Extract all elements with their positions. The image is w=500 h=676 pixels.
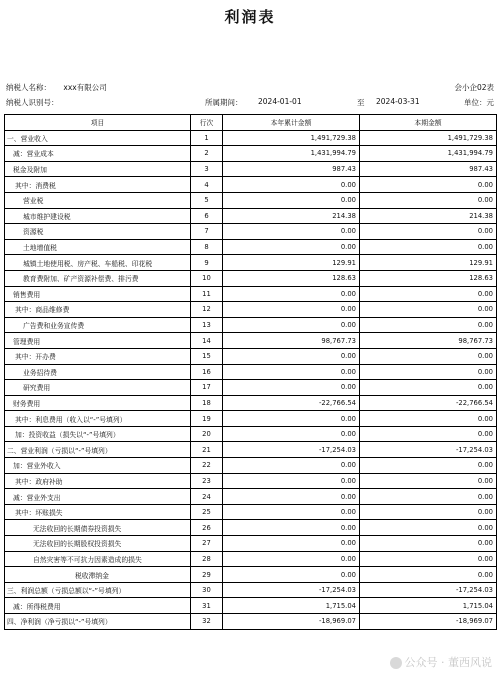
table-row bbox=[5, 536, 497, 552]
row-line-number: 26 bbox=[191, 520, 223, 536]
row-item-label: 三、利润总额（亏损总额以“-”号填列） bbox=[5, 582, 191, 598]
table-row bbox=[5, 177, 497, 193]
row-item-label: 无法收回的长期股权投资损失 bbox=[5, 536, 191, 552]
row-line-number: 28 bbox=[191, 551, 223, 567]
row-ytd-amount: 0.00 bbox=[223, 458, 360, 474]
row-period-amount: 129.91 bbox=[360, 255, 497, 271]
row-line-number: 7 bbox=[191, 224, 223, 240]
row-period-amount: 0.00 bbox=[360, 489, 497, 505]
table-row bbox=[5, 224, 497, 240]
row-period-amount: 0.00 bbox=[360, 458, 497, 474]
row-line-number: 32 bbox=[191, 614, 223, 630]
table-row bbox=[5, 395, 497, 411]
row-line-number: 17 bbox=[191, 380, 223, 396]
row-item-label: 教育费附加、矿产资源补偿费、排污费 bbox=[5, 270, 191, 286]
table-row bbox=[5, 504, 497, 520]
table-row bbox=[5, 489, 497, 505]
row-item-label: 税金及附加 bbox=[5, 161, 191, 177]
row-line-number: 13 bbox=[191, 317, 223, 333]
row-ytd-amount: 0.00 bbox=[223, 520, 360, 536]
col-header-line: 行次 bbox=[191, 115, 223, 131]
row-ytd-amount: 0.00 bbox=[223, 489, 360, 505]
row-line-number: 8 bbox=[191, 239, 223, 255]
row-line-number: 25 bbox=[191, 504, 223, 520]
row-line-number: 2 bbox=[191, 146, 223, 162]
row-ytd-amount: 1,431,994.79 bbox=[223, 146, 360, 162]
table-row bbox=[5, 551, 497, 567]
row-period-amount: 0.00 bbox=[360, 286, 497, 302]
row-period-amount: 0.00 bbox=[360, 551, 497, 567]
row-period-amount: 0.00 bbox=[360, 426, 497, 442]
table-row bbox=[5, 582, 497, 598]
row-item-label: 资源税 bbox=[5, 224, 191, 240]
row-ytd-amount: 1,715.04 bbox=[223, 598, 360, 614]
table-row bbox=[5, 380, 497, 396]
row-line-number: 31 bbox=[191, 598, 223, 614]
table-row bbox=[5, 302, 497, 318]
wechat-icon bbox=[390, 657, 402, 669]
table-row bbox=[5, 255, 497, 271]
row-item-label: 其中：坏账损失 bbox=[5, 504, 191, 520]
row-period-amount: 0.00 bbox=[360, 504, 497, 520]
table-row bbox=[5, 270, 497, 286]
row-item-label: 减：营业外支出 bbox=[5, 489, 191, 505]
row-line-number: 27 bbox=[191, 536, 223, 552]
row-period-amount: 0.00 bbox=[360, 473, 497, 489]
row-item-label: 四、净利润（净亏损以“-”号填列） bbox=[5, 614, 191, 630]
col-header-ytd: 本年累计金额 bbox=[223, 115, 360, 131]
row-period-amount: 0.00 bbox=[360, 348, 497, 364]
row-item-label: 业务招待费 bbox=[5, 364, 191, 380]
row-line-number: 12 bbox=[191, 302, 223, 318]
row-line-number: 19 bbox=[191, 411, 223, 427]
row-line-number: 23 bbox=[191, 473, 223, 489]
row-item-label: 减：所得税费用 bbox=[5, 598, 191, 614]
row-item-label: 营业税 bbox=[5, 192, 191, 208]
table-row bbox=[5, 146, 497, 162]
row-ytd-amount: 987.43 bbox=[223, 161, 360, 177]
row-item-label: 加：投资收益（损失以“-”号填列） bbox=[5, 426, 191, 442]
row-period-amount: 0.00 bbox=[360, 302, 497, 318]
table-row bbox=[5, 567, 497, 583]
row-line-number: 29 bbox=[191, 567, 223, 583]
row-period-amount: -17,254.03 bbox=[360, 442, 497, 458]
row-line-number: 24 bbox=[191, 489, 223, 505]
row-ytd-amount: 0.00 bbox=[223, 380, 360, 396]
table-row bbox=[5, 442, 497, 458]
table-row bbox=[5, 458, 497, 474]
report-title: 利润表 bbox=[224, 8, 276, 26]
period-end: 2024-03-31 bbox=[376, 97, 420, 106]
table-row bbox=[5, 426, 497, 442]
table-row bbox=[5, 364, 497, 380]
period-to: 至 bbox=[357, 98, 365, 107]
row-ytd-amount: 128.63 bbox=[223, 270, 360, 286]
row-item-label: 管理费用 bbox=[5, 333, 191, 349]
period-start: 2024-01-01 bbox=[258, 97, 302, 106]
row-ytd-amount: -22,766.54 bbox=[223, 395, 360, 411]
row-item-label: 销售费用 bbox=[5, 286, 191, 302]
row-period-amount: -18,969.07 bbox=[360, 614, 497, 630]
row-item-label: 二、营业利润（亏损以“-”号填列） bbox=[5, 442, 191, 458]
row-ytd-amount: 0.00 bbox=[223, 348, 360, 364]
row-period-amount: 0.00 bbox=[360, 520, 497, 536]
row-item-label: 其中：利息费用（收入以“-”号填列） bbox=[5, 411, 191, 427]
row-ytd-amount: 0.00 bbox=[223, 426, 360, 442]
form-code: 会小企02表 bbox=[454, 83, 494, 92]
row-line-number: 30 bbox=[191, 582, 223, 598]
table-row bbox=[5, 333, 497, 349]
row-line-number: 9 bbox=[191, 255, 223, 271]
row-line-number: 5 bbox=[191, 192, 223, 208]
row-ytd-amount: -17,254.03 bbox=[223, 442, 360, 458]
row-period-amount: -22,766.54 bbox=[360, 395, 497, 411]
table-row bbox=[5, 411, 497, 427]
row-period-amount: 0.00 bbox=[360, 567, 497, 583]
row-item-label: 财务费用 bbox=[5, 395, 191, 411]
table-row bbox=[5, 161, 497, 177]
row-line-number: 20 bbox=[191, 426, 223, 442]
row-period-amount: 0.00 bbox=[360, 239, 497, 255]
income-statement-table bbox=[4, 114, 497, 630]
row-ytd-amount: 0.00 bbox=[223, 504, 360, 520]
unit-label: 单位：元 bbox=[464, 98, 494, 107]
row-period-amount: 0.00 bbox=[360, 317, 497, 333]
row-line-number: 4 bbox=[191, 177, 223, 193]
row-ytd-amount: 0.00 bbox=[223, 551, 360, 567]
row-period-amount: 987.43 bbox=[360, 161, 497, 177]
col-header-period: 本期金额 bbox=[360, 115, 497, 131]
table-row bbox=[5, 130, 497, 146]
row-period-amount: 0.00 bbox=[360, 411, 497, 427]
row-period-amount: 0.00 bbox=[360, 536, 497, 552]
watermark bbox=[390, 654, 493, 670]
row-period-amount: 0.00 bbox=[360, 192, 497, 208]
row-line-number: 21 bbox=[191, 442, 223, 458]
row-line-number: 3 bbox=[191, 161, 223, 177]
table-row bbox=[5, 239, 497, 255]
row-ytd-amount: 1,491,729.38 bbox=[223, 130, 360, 146]
row-period-amount: -17,254.03 bbox=[360, 582, 497, 598]
row-ytd-amount: 0.00 bbox=[223, 286, 360, 302]
row-ytd-amount: 0.00 bbox=[223, 302, 360, 318]
row-period-amount: 214.38 bbox=[360, 208, 497, 224]
row-item-label: 研究费用 bbox=[5, 380, 191, 396]
table-row bbox=[5, 348, 497, 364]
row-item-label: 城市维护建设税 bbox=[5, 208, 191, 224]
row-item-label: 城镇土地使用税、房产税、车船税、印花税 bbox=[5, 255, 191, 271]
row-period-amount: 0.00 bbox=[360, 177, 497, 193]
row-ytd-amount: 0.00 bbox=[223, 364, 360, 380]
row-line-number: 18 bbox=[191, 395, 223, 411]
row-item-label: 其中：商品维修费 bbox=[5, 302, 191, 318]
row-item-label: 广告费和业务宣传费 bbox=[5, 317, 191, 333]
taxpayer-name-value: xxx有限公司 bbox=[63, 83, 107, 92]
table-row bbox=[5, 317, 497, 333]
row-period-amount: 128.63 bbox=[360, 270, 497, 286]
table-row bbox=[5, 208, 497, 224]
col-header-item: 项目 bbox=[5, 115, 191, 131]
row-ytd-amount: 0.00 bbox=[223, 224, 360, 240]
row-item-label: 一、营业收入 bbox=[5, 130, 191, 146]
row-item-label: 自然灾害等不可抗力因素造成的损失 bbox=[5, 551, 191, 567]
row-ytd-amount: 0.00 bbox=[223, 177, 360, 193]
row-period-amount: 1,431,994.79 bbox=[360, 146, 497, 162]
row-ytd-amount: 0.00 bbox=[223, 473, 360, 489]
table-row bbox=[5, 520, 497, 536]
row-ytd-amount: 214.38 bbox=[223, 208, 360, 224]
row-line-number: 11 bbox=[191, 286, 223, 302]
taxpayer-name-label: 纳税人名称： bbox=[6, 83, 51, 92]
table-row bbox=[5, 286, 497, 302]
row-item-label: 加：营业外收入 bbox=[5, 458, 191, 474]
row-item-label: 税收滞纳金 bbox=[5, 567, 191, 583]
table-row bbox=[5, 192, 497, 208]
row-line-number: 6 bbox=[191, 208, 223, 224]
row-period-amount: 1,491,729.38 bbox=[360, 130, 497, 146]
row-ytd-amount: 0.00 bbox=[223, 239, 360, 255]
row-line-number: 1 bbox=[191, 130, 223, 146]
watermark-text: 公众号 · 董西风说 bbox=[404, 656, 492, 669]
period-label: 所属期间： bbox=[205, 98, 243, 107]
row-line-number: 16 bbox=[191, 364, 223, 380]
row-item-label: 无法收回的长期债券投资损失 bbox=[5, 520, 191, 536]
row-line-number: 22 bbox=[191, 458, 223, 474]
row-ytd-amount: 0.00 bbox=[223, 411, 360, 427]
table-row bbox=[5, 473, 497, 489]
row-ytd-amount: 0.00 bbox=[223, 536, 360, 552]
row-line-number: 10 bbox=[191, 270, 223, 286]
table-row bbox=[5, 614, 497, 630]
row-ytd-amount: 98,767.73 bbox=[223, 333, 360, 349]
row-line-number: 14 bbox=[191, 333, 223, 349]
row-item-label: 减：营业成本 bbox=[5, 146, 191, 162]
table-row bbox=[5, 598, 497, 614]
row-period-amount: 0.00 bbox=[360, 380, 497, 396]
row-ytd-amount: 129.91 bbox=[223, 255, 360, 271]
row-period-amount: 98,767.73 bbox=[360, 333, 497, 349]
row-ytd-amount: -18,969.07 bbox=[223, 614, 360, 630]
taxpayer-id-label: 纳税人识别号： bbox=[6, 98, 59, 107]
row-item-label: 其中：政府补助 bbox=[5, 473, 191, 489]
row-item-label: 土地增值税 bbox=[5, 239, 191, 255]
row-item-label: 其中：开办费 bbox=[5, 348, 191, 364]
row-item-label: 其中：消费税 bbox=[5, 177, 191, 193]
table-header-row bbox=[5, 115, 497, 131]
taxpayer-name-line bbox=[6, 82, 107, 93]
row-period-amount: 0.00 bbox=[360, 224, 497, 240]
row-period-amount: 1,715.04 bbox=[360, 598, 497, 614]
row-ytd-amount: -17,254.03 bbox=[223, 582, 360, 598]
row-line-number: 15 bbox=[191, 348, 223, 364]
row-period-amount: 0.00 bbox=[360, 364, 497, 380]
row-ytd-amount: 0.00 bbox=[223, 567, 360, 583]
row-ytd-amount: 0.00 bbox=[223, 317, 360, 333]
row-ytd-amount: 0.00 bbox=[223, 192, 360, 208]
